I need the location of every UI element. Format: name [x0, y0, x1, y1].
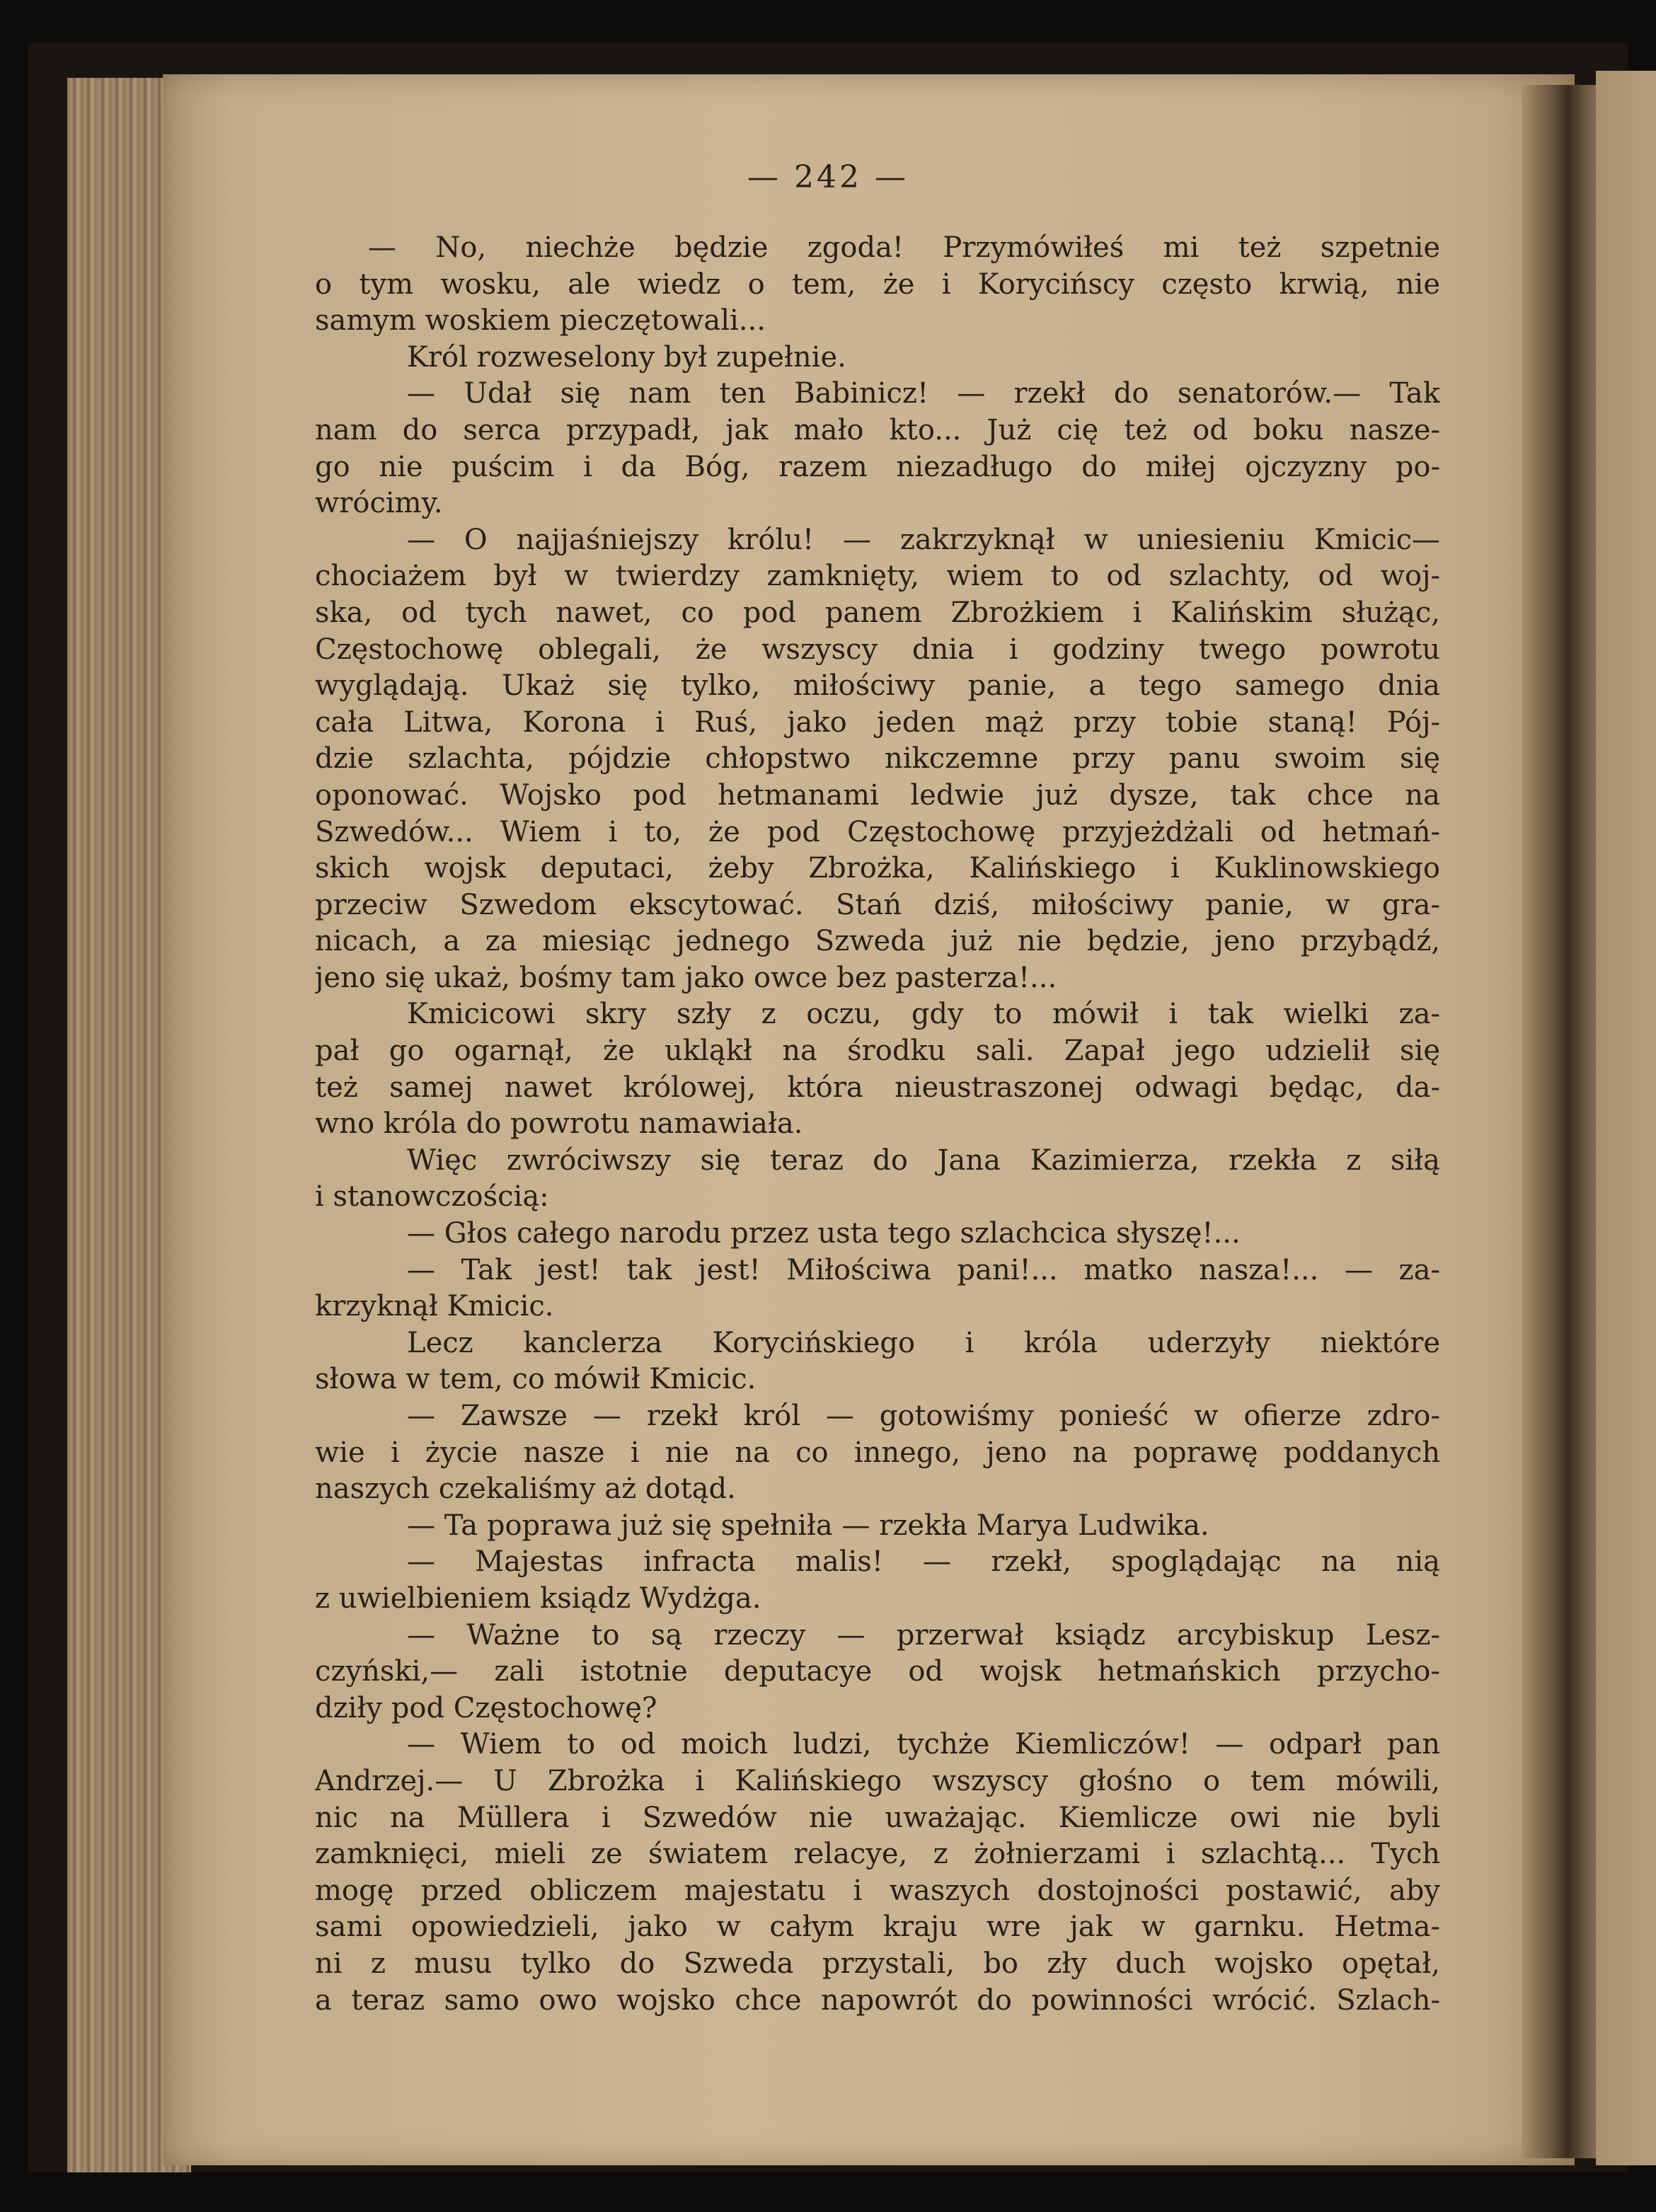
text-line: — Udał się nam ten Babinicz! — rzekł do senatorów.— Tak	[407, 377, 1440, 410]
text-line: — Ważne to są rzeczy — przerwał ksiądz arcybiskup Lesz-	[407, 1618, 1440, 1652]
text-line: Szwedów... Wiem i to, że pod Częstochowę przyjeżdżali od hetmań-	[315, 815, 1440, 848]
text-line: Częstochowę oblegali, że wszyscy dnia i godziny twego powrotu	[315, 633, 1440, 666]
facing-page-edge	[1596, 71, 1656, 2165]
text-line: z uwielbieniem ksiądz Wydżga.	[315, 1582, 761, 1615]
text-line: jeno się ukaż, bośmy tam jako owce bez pasterza!...	[315, 961, 1057, 994]
text-line: — Głos całego narodu przez usta tego szlachcica słyszę!...	[407, 1217, 1241, 1250]
text-line: samym woskiem pieczętowali...	[315, 304, 766, 338]
text-line: ska, od tych nawet, co pod panem Zbrożkiem i Kalińskim służąc,	[315, 596, 1440, 629]
text-line: czyński,— zali istotnie deputacye od wojsk hetmańskich przycho-	[315, 1655, 1440, 1688]
text-line: wyglądają. Ukaż się tylko, miłościwy panie, a tego samego dnia	[315, 669, 1440, 703]
text-line: przeciw Szwedom ekscytować. Stań dziś, miłościwy panie, w gra-	[315, 888, 1440, 921]
text-line: zamknięci, mieli ze światem relacye, z żołnierzami i szlachtą... Tych	[315, 1838, 1440, 1871]
text-line: wrócimy.	[315, 487, 443, 520]
text-line: chociażem był w twierdzy zamknięty, wiem to od szlachty, od woj-	[315, 560, 1440, 593]
text-line: oponować. Wojsko pod hetmanami ledwie już dysze, tak chce na	[315, 778, 1440, 812]
text-line: — No, niechże będzie zgoda! Przymówiłeś mi też szpetnie	[368, 231, 1440, 264]
text-line: o tym wosku, ale wiedz o tem, że i Korycińscy często krwią, nie	[315, 267, 1440, 301]
text-line: słowa w tem, co mówił Kmicic.	[315, 1363, 757, 1396]
text-line: sami opowiedzieli, jako w całym kraju wre jak w garnku. Hetma-	[315, 1911, 1440, 1944]
text-line: Więc zwróciwszy się teraz do Jana Kazimierza, rzekła z siłą	[407, 1144, 1440, 1177]
text-line: pał go ogarnął, że ukląkł na środku sali. Zapał jego udzielił się	[315, 1035, 1440, 1068]
page-number: — 242 —	[747, 159, 909, 195]
text-line: też samej nawet królowej, która nieustraszonej odwagi będąc, da-	[315, 1071, 1440, 1104]
text-line: — Wiem to od moich ludzi, tychże Kiemliczów! — odparł pan	[407, 1728, 1440, 1761]
text-line: Kmicicowi skry szły z oczu, gdy to mówił i tak wielki za-	[407, 998, 1440, 1031]
text-line: naszych czekaliśmy aż dotąd.	[315, 1473, 736, 1506]
text-line: nicach, a za miesiąc jednego Szweda już nie będzie, jeno przybądź,	[315, 925, 1440, 958]
text-line: — Tak jest! tak jest! Miłościwa pani!... matko nasza!... — za-	[407, 1253, 1440, 1286]
text-line: dzie szlachta, pójdzie chłopstwo nikczemne przy panu swoim się	[315, 742, 1440, 776]
text-line: wie i życie nasze i nie na co innego, jeno na poprawę poddanych	[315, 1436, 1440, 1469]
text-line: — O najjaśniejszy królu! — zakrzyknął w uniesieniu Kmicic—	[407, 523, 1440, 556]
text-line: mogę przed obliczem majestatu i waszych dostojności postawić, aby	[315, 1874, 1440, 1907]
text-line: nam do serca przypadł, jak mało kto... Już cię też od boku nasze-	[315, 413, 1440, 447]
text-line: — Zawsze — rzekł król — gotowiśmy ponieść w ofierze zdro-	[407, 1400, 1440, 1432]
text-line: Lecz kanclerza Korycińskiego i króla uderzyły niektóre	[407, 1326, 1440, 1359]
text-line: — Ta poprawa już się spełniła — rzekła Marya Ludwika.	[407, 1509, 1209, 1542]
book-gutter	[1522, 85, 1606, 2158]
text-line: krzyknął Kmicic.	[315, 1290, 554, 1323]
text-line: — Majestas infracta malis! — rzekł, spoglądając na nią	[407, 1545, 1440, 1579]
text-line: wno króla do powrotu namawiała.	[315, 1107, 803, 1141]
text-line: i stanowczością:	[315, 1180, 549, 1214]
text-line: cała Litwa, Korona i Ruś, jako jeden mąż przy tobie staną! Pój-	[315, 705, 1440, 739]
text-line: dziły pod Częstochowę?	[315, 1691, 657, 1724]
text-line: skich wojsk deputaci, żeby Zbrożka, Kalińskiego i Kuklinowskiego	[315, 852, 1440, 885]
text-line: ni z musu tylko do Szweda przystali, bo zły duch wojsko opętał,	[315, 1947, 1440, 1980]
text-line: go nie puścim i da Bóg, razem niezadługo do miłej ojczyzny po-	[315, 450, 1440, 483]
text-line: nic na Müllera i Szwedów nie uważając. Kiemlicze owi nie byli	[315, 1801, 1440, 1834]
text-line: a teraz samo owo wojsko chce napowrót do powinności wrócić. Szlach-	[315, 1983, 1440, 2017]
page-text	[315, 230, 1440, 2019]
text-line: Król rozweselony był zupełnie.	[407, 340, 846, 374]
text-line: Andrzej.— U Zbrożka i Kalińskiego wszyscy głośno o tem mówili,	[315, 1764, 1440, 1797]
